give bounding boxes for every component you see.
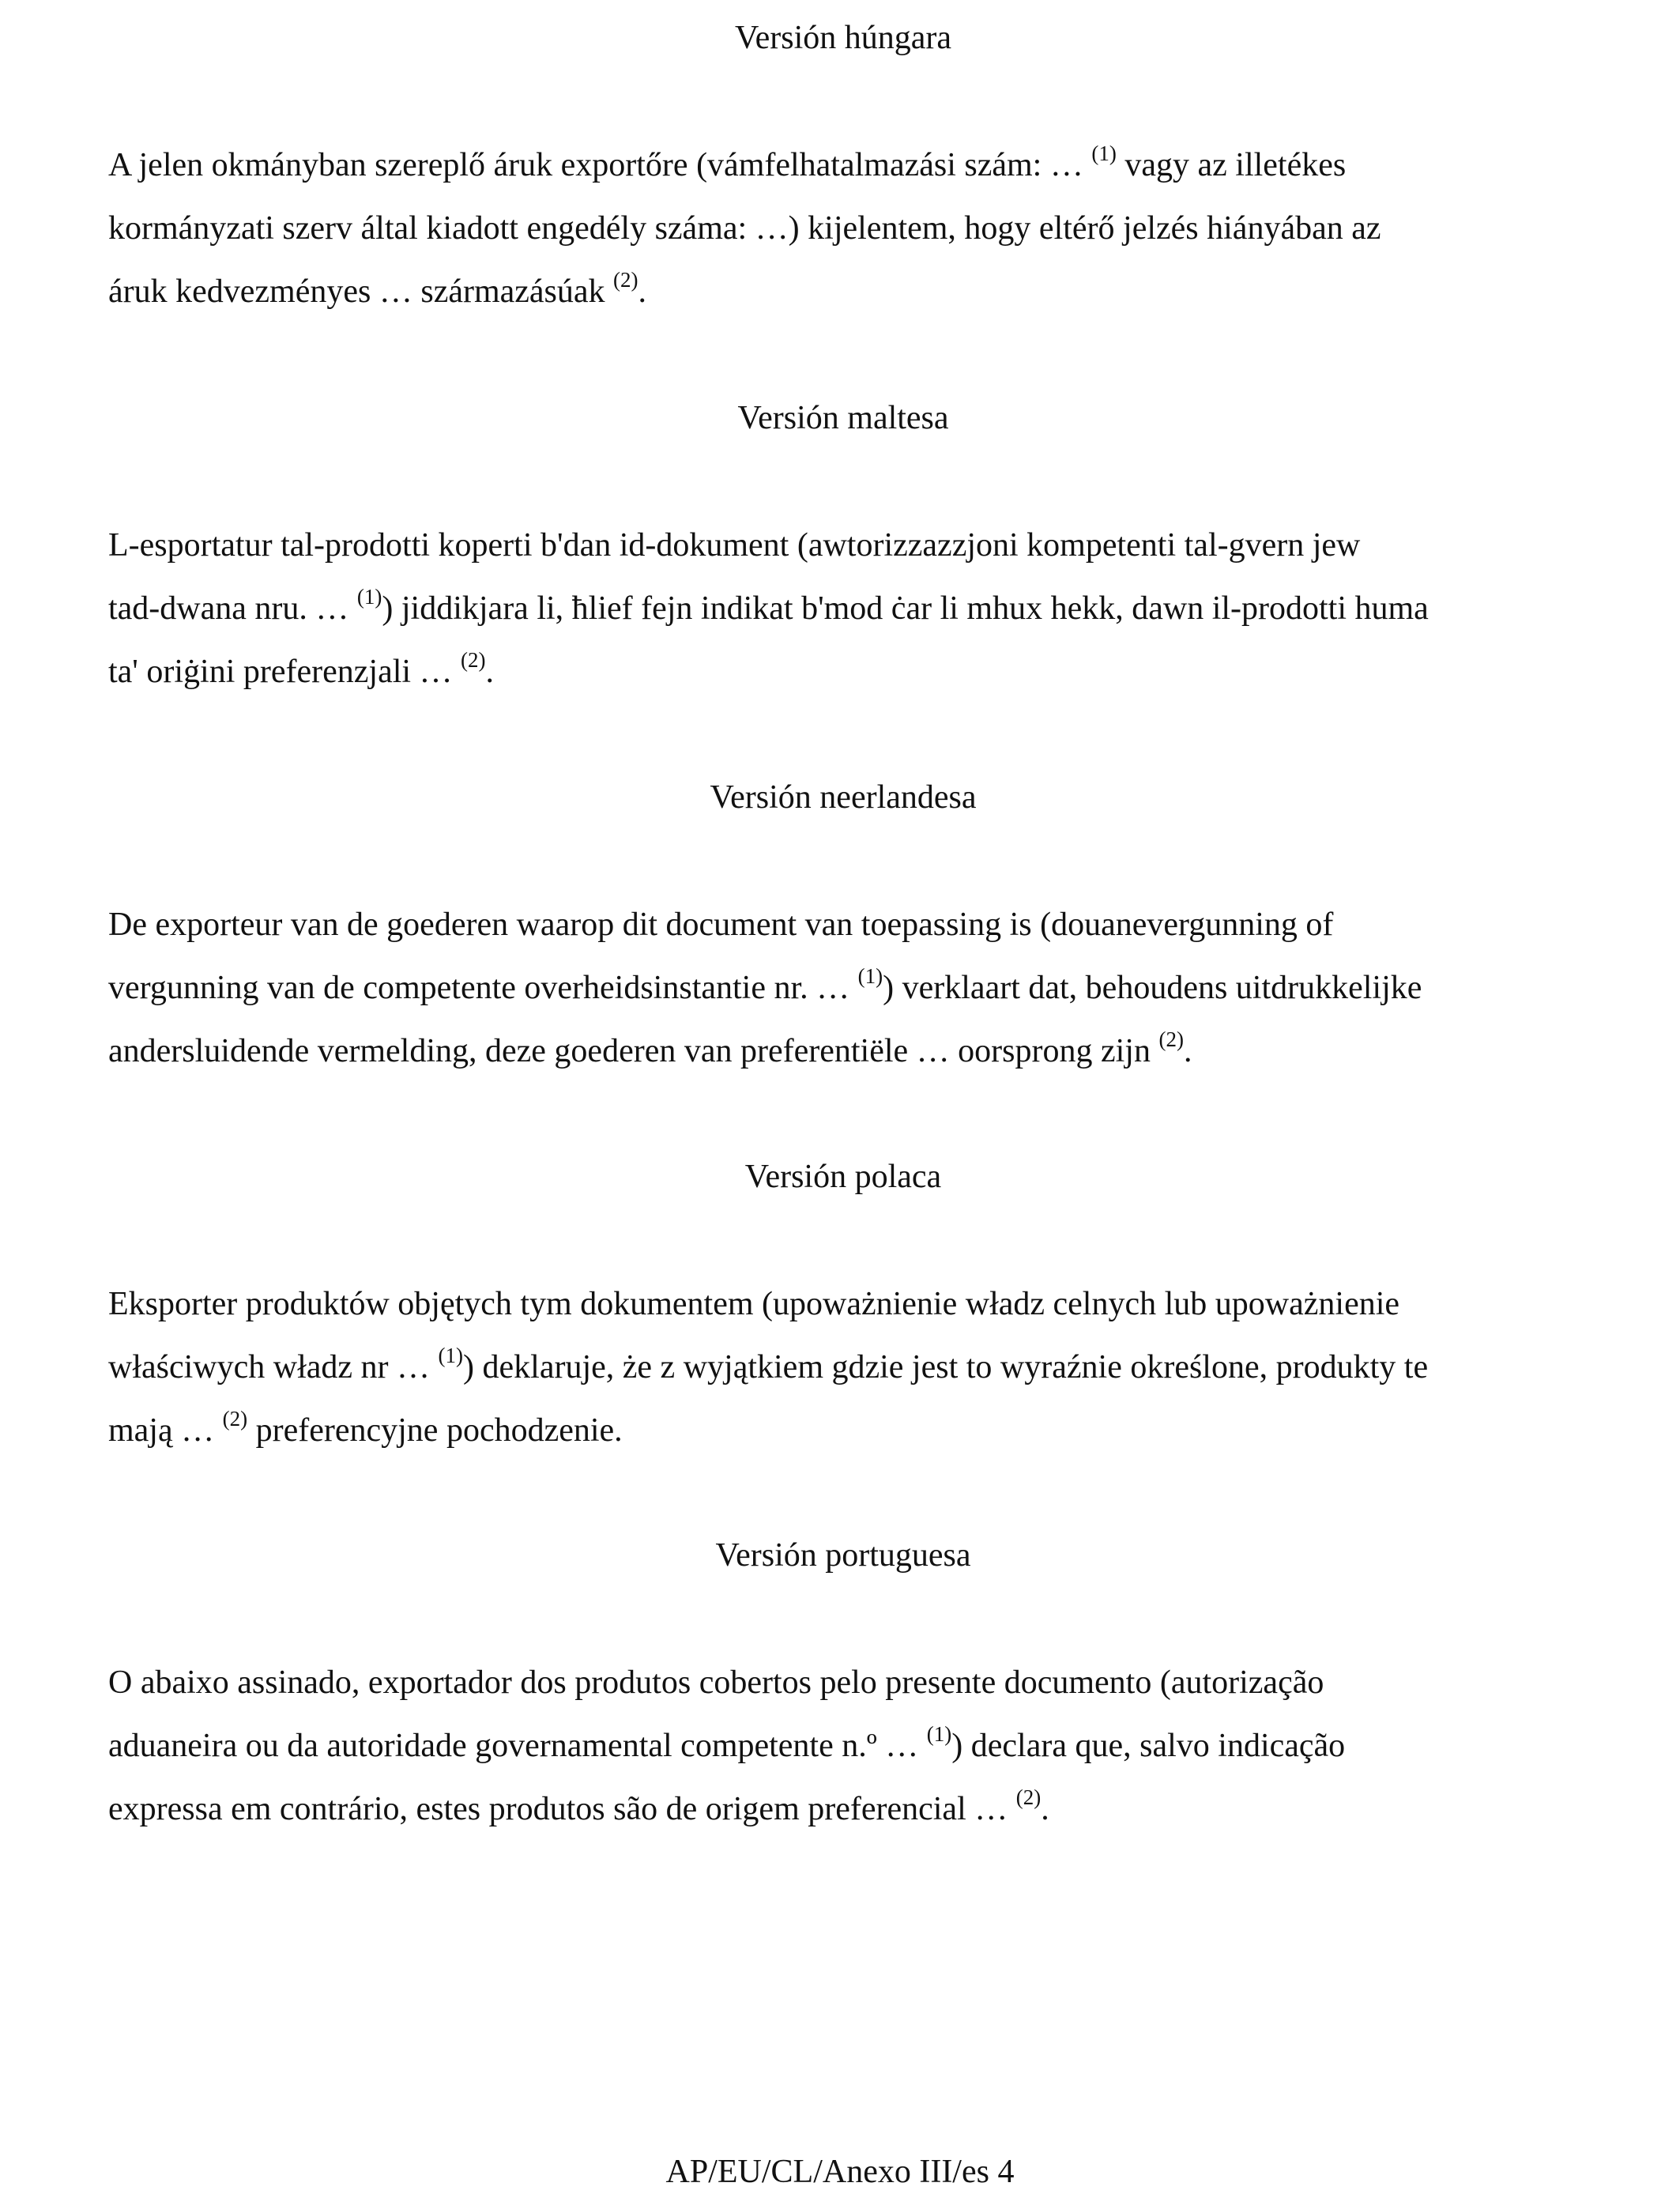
page-footer: AP/EU/CL/Anexo III/es 4 (665, 2154, 1015, 2190)
section-heading: Versión portuguesa (715, 1537, 971, 1574)
declaration-paragraph (108, 1651, 1578, 1841)
paragraph-line: aduaneira ou da autoridade governamental competente n.º … $^{(1)}$) declara que, salvo indicação (108, 1722, 1346, 1764)
section-heading: Versión maltesa (737, 400, 949, 436)
section-polish (108, 1156, 1578, 1449)
declaration-paragraph (108, 134, 1578, 323)
paragraph-line: L-esportatur tal-prodotti koperti b'dan id-dokument (awtorizzazzjoni kompetenti tal-gvern jew (108, 527, 1361, 564)
paragraph-line: tad-dwana nru. … $^{(1)}$) jiddikjara li, ħlief fejn indikat b'mod ċar li mhux hekk, dawn il-prodotti huma (108, 585, 1429, 627)
section-dutch (108, 777, 1578, 1069)
paragraph-line: expressa em contrário, estes produtos são de origem preferencial … $^{(2)}$. (108, 1785, 1049, 1827)
section-heading: Versión húngara (734, 20, 952, 56)
footnote-ref: (1) (438, 1344, 464, 1367)
footnote-ref: (2) (613, 268, 638, 292)
paragraph-line: mają … $^{(2)}$ preferencyjne pochodzenie. (108, 1407, 623, 1449)
declaration-paragraph (108, 893, 1578, 1083)
paragraph-line: A jelen okmányban szereplő áruk exportőre (vámfelhatalmazási szám: … $^{(1)}$ vagy az illetékes (108, 141, 1347, 183)
section-hungarian (108, 17, 1578, 310)
paragraph-line: O abaixo assinado, exportador dos produtos cobertos pelo presente documento (autorização (108, 1664, 1324, 1701)
section-heading: Versión polaca (744, 1159, 942, 1195)
declaration-paragraph (108, 1272, 1578, 1462)
declaration-paragraph (108, 514, 1578, 703)
paragraph-line: vergunning van de competente overheidsinstantie nr. … $^{(1)}$) verklaart dat, behoudens uitdrukkelijke (108, 964, 1422, 1006)
paragraph-line: kormányzati szerv által kiadott engedély száma: …) kijelentem, hogy eltérő jelzés hiányában az (108, 210, 1381, 247)
paragraph-line: właściwych władz nr … $^{(1)}$) deklaruje, że z wyjątkiem gdzie jest to wyraźnie określone, produkty te (108, 1344, 1429, 1385)
footnote-ref: (1) (356, 585, 382, 609)
paragraph-line: áruk kedvezményes … származásúak $^{(2)}$. (108, 268, 647, 310)
section-heading: Versión neerlandesa (710, 779, 977, 816)
footnote-ref: (2) (1015, 1785, 1042, 1809)
footnote-ref: (2) (1158, 1027, 1184, 1051)
section-portuguese (108, 1535, 1578, 1827)
footnote-ref: (1) (926, 1722, 952, 1746)
footnote-ref: (2) (461, 648, 486, 672)
paragraph-line: Eksporter produktów objętych tym dokumentem (upoważnienie władz celnych lub upoważnienie (108, 1286, 1400, 1322)
paragraph-line: ta' oriġini preferenzjali … $^{(2)}$. (108, 648, 495, 690)
footnote-ref: (1) (857, 964, 883, 988)
footnote-ref: (2) (222, 1407, 248, 1431)
section-maltese (108, 398, 1578, 690)
paragraph-line: De exporteur van de goederen waarop dit document van toepassing is (douanevergunning of (108, 907, 1334, 943)
footnote-ref: (1) (1091, 141, 1117, 165)
paragraph-line: andersluidende vermelding, deze goederen van preferentiële … oorsprong zijn $^{(2)}$. (108, 1027, 1192, 1069)
